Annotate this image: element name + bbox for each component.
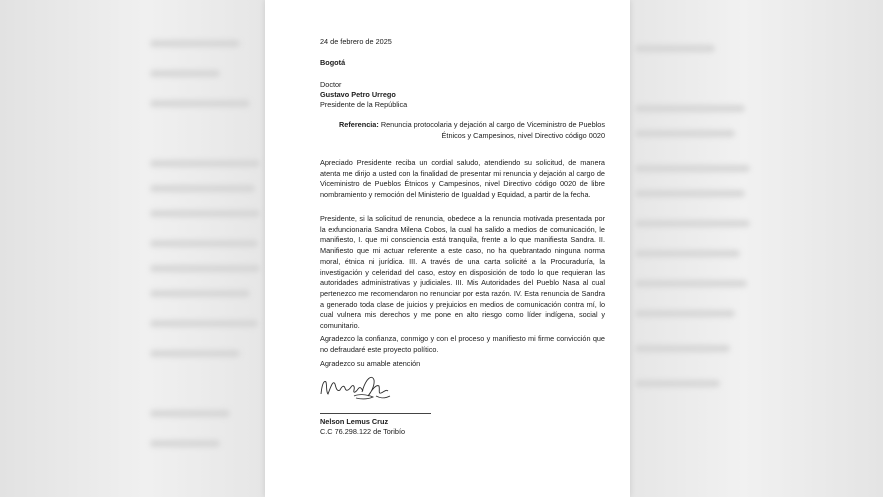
paragraph-2: Presidente, si la solicitud de renuncia, obedece a la renuncia motivada presentada por la exfuncionaria Sandra Milena Cobos, la cual ha salido a medios de comunicación, le manifiesto, I. que mi consciencia está tranquila, frente a lo que manifiesta Sandra. II. Manifiesto que mi actuar referente a este caso, no ha quebrantado ninguna norma moral, étnica ni jurídica. III. A través de una carta solicité a la Procuraduría, la investigación y celeridad del caso, estoy en disposición de todo lo que requieran las autoridades administrativas y judiciales. III. Mis Autoridades del Pueblo Nasa al cual pertenezco me recomendaron no renunciar por esta razón. IV. Esta renuncia de Sandra a generado toda clase de juicios y prejuicios en medios de comunicación contra mí, lo cual vulnera mis derechos y me pone en alto riesgo como líder indígena, social y comunitario. [320,214,605,331]
letter-date: 24 de febrero de 2025 [320,37,392,46]
signer-id: C.C 76.298.122 de Toribío [320,427,406,436]
recipient-title: Doctor [320,80,342,89]
reference-block [337,120,605,141]
blurred-background-right [630,0,883,497]
blurred-background-left [0,0,265,497]
signature-line [320,413,431,414]
reference-line-1: Renuncia protocolaria y dejación al cargo de Viceministro de Pueblos [380,120,605,129]
letter-city: Bogotá [320,58,346,67]
paragraph-1: Apreciado Presidente reciba un cordial saludo, atendiendo su solicitud, de manera atenta me dirijo a usted con la finalidad de presentar mi renuncia y dejación al cargo de Viceministro de Pueblos Étnicos y Campesinos, nivel Directivo código 0020 de libre nombramiento y remoción del Ministerio de Igualdad y Equidad, a partir de la fecha. [320,158,605,200]
letter-page [265,0,630,497]
paragraph-3: Agradezco la confianza, conmigo y con el proceso y manifiesto mi firme convicción que no defraudaré este proyecto político. [320,334,605,354]
recipient-position: Presidente de la República [320,100,408,109]
reference-line-2: Étnicos y Campesinos, nivel Directivo código 0020 [441,130,605,140]
reference-label: Referencia: [339,120,379,129]
signature-image [318,372,413,406]
recipient-name: Gustavo Petro Urrego [320,90,396,99]
signer-name: Nelson Lemus Cruz [320,417,389,426]
closing: Agradezco su amable atención [320,359,421,368]
